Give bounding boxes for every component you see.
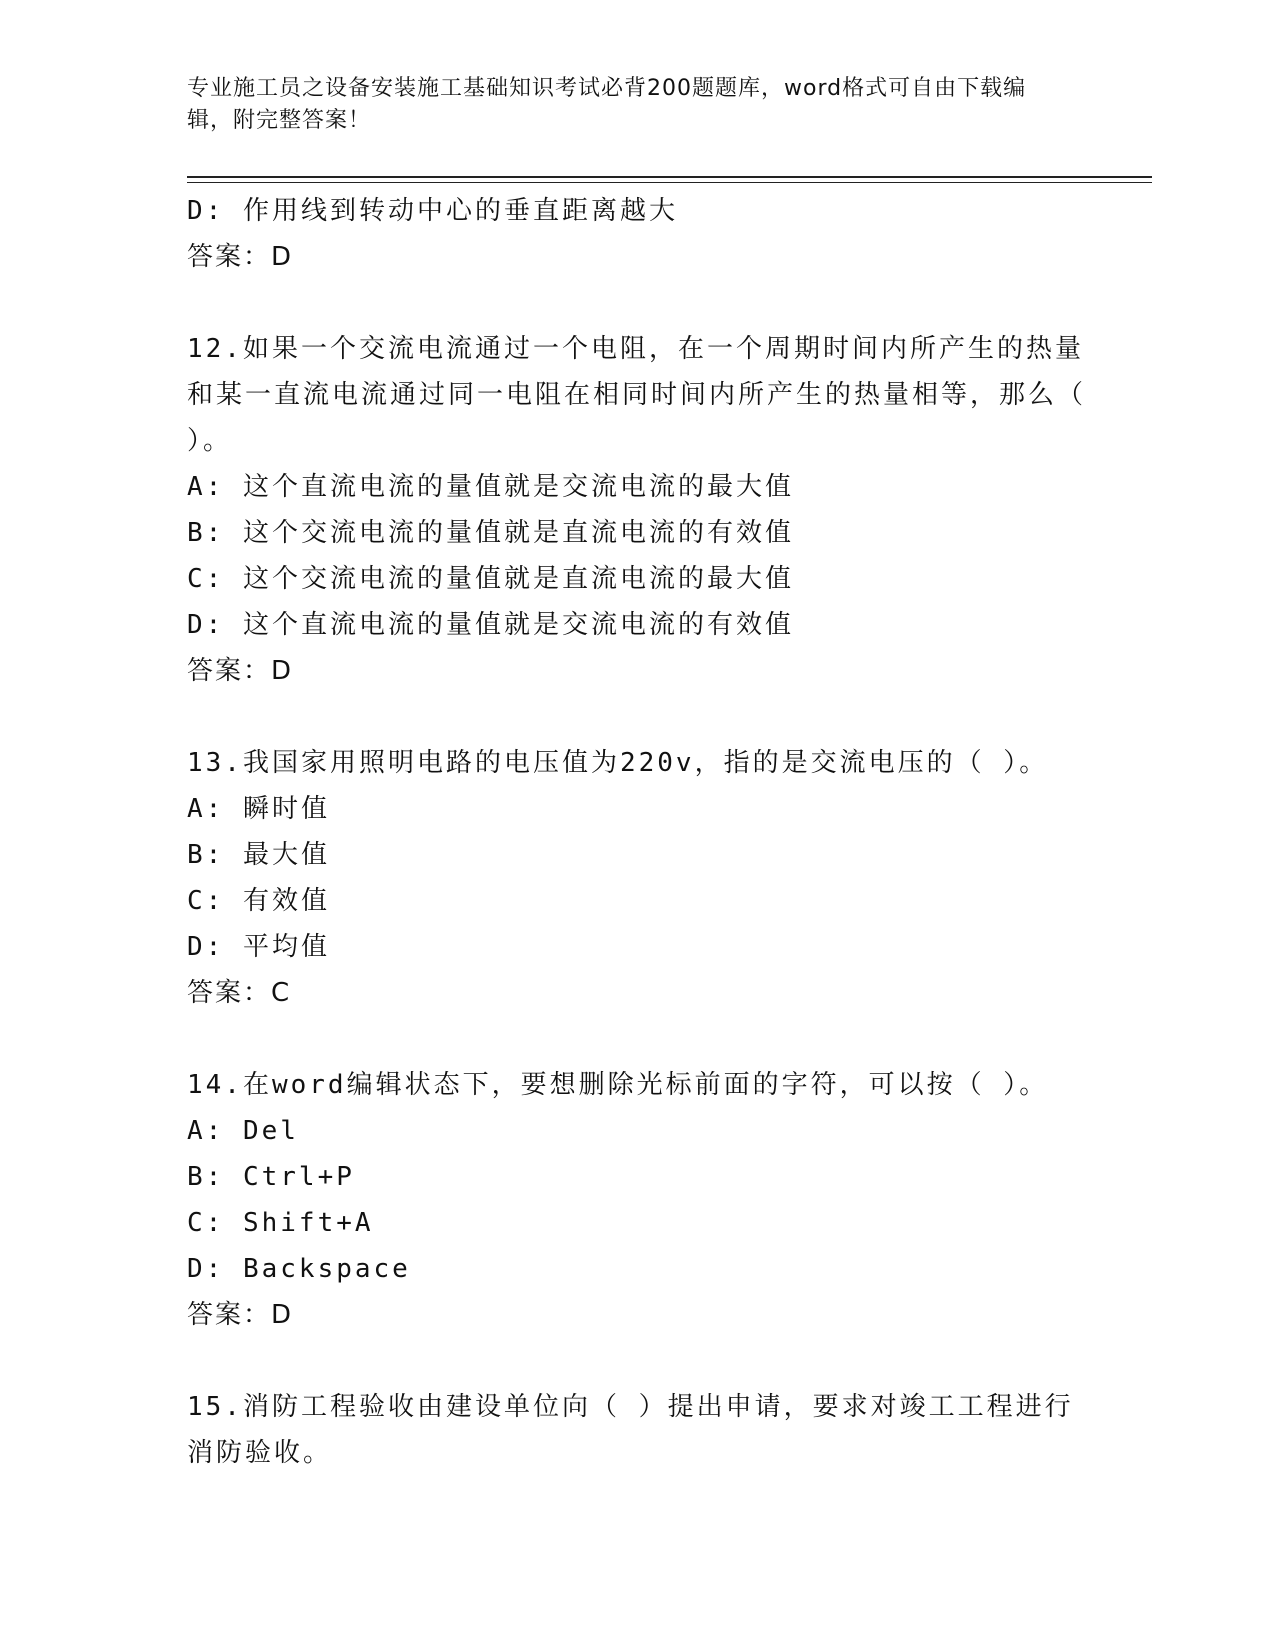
option-d: D: 这个直流电流的量值就是交流电流的有效值 <box>187 610 794 640</box>
spacer <box>187 1016 1087 1062</box>
option-b: B: Ctrl+P <box>187 1162 355 1192</box>
option-a: A: 这个直流电流的量值就是交流电流的最大值 <box>187 472 794 502</box>
question-stem: 14.在word编辑状态下，要想删除光标前面的字符，可以按（ ）。 <box>187 1070 1049 1100</box>
question-14 <box>187 1062 1087 1338</box>
option-a: A: 瞬时值 <box>187 794 330 824</box>
option-c: C: 这个交流电流的量值就是直流电流的最大值 <box>187 564 794 594</box>
header-divider-thin <box>187 182 1152 183</box>
spacer <box>187 280 1087 326</box>
question-13 <box>187 740 1087 1016</box>
page-header: 专业施工员之设备安装施工基础知识考试必背200题题库，word格式可自由下载编辑，附完整答案！ <box>187 76 1027 133</box>
answer: 答案：D <box>187 656 294 686</box>
prev-option-d: D: 作用线到转动中心的垂直距离越大 <box>187 196 678 226</box>
option-d: D: 平均值 <box>187 932 330 962</box>
question-15 <box>187 1384 1087 1476</box>
option-b: B: 最大值 <box>187 840 330 870</box>
question-stem: 12.如果一个交流电流通过一个电阻，在一个周期时间内所产生的热量和某一直流电流通过同一电阻在相同时间内所产生的热量相等，那么（ ）。 <box>187 334 1087 456</box>
header-divider <box>187 176 1152 178</box>
question-list <box>187 188 1087 1476</box>
option-c: C: 有效值 <box>187 886 330 916</box>
spacer <box>187 694 1087 740</box>
question-stem: 15.消防工程验收由建设单位向（ ）提出申请，要求对竣工工程进行消防验收。 <box>187 1392 1074 1468</box>
option-c: C: Shift+A <box>187 1208 374 1238</box>
prev-answer: 答案：D <box>187 242 294 272</box>
answer: 答案：D <box>187 1300 294 1330</box>
option-b: B: 这个交流电流的量值就是直流电流的有效值 <box>187 518 794 548</box>
option-a: A: Del <box>187 1116 299 1146</box>
question-stem: 13.我国家用照明电路的电压值为220v，指的是交流电压的（ ）。 <box>187 748 1049 778</box>
answer: 答案：C <box>187 978 292 1008</box>
spacer <box>187 1338 1087 1384</box>
question-12 <box>187 326 1087 694</box>
option-d: D: Backspace <box>187 1254 411 1284</box>
